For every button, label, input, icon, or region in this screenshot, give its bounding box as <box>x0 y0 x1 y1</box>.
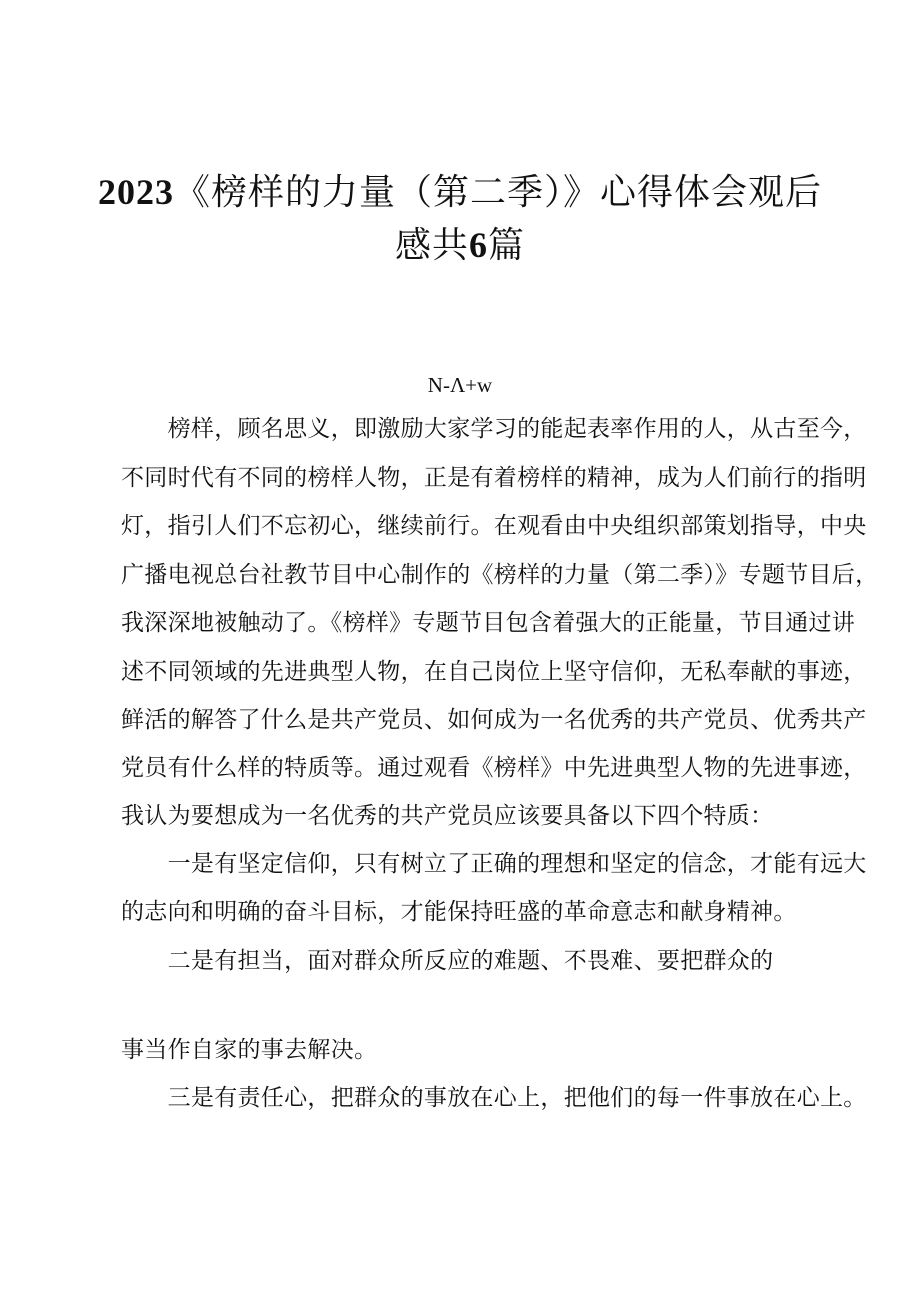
title-suffix: 篇 <box>488 225 526 266</box>
body-line: 述不同领域的先进典型人物，在自己岗位上坚守信仰，无私奉献的事迹， <box>121 659 867 685</box>
title-count: 6 <box>469 225 488 265</box>
body-line: 榜样，顾名思义，即激励大家学习的能起表率作用的人，从古至今， <box>121 416 867 442</box>
section-subheading: N-Λ+w <box>427 373 493 397</box>
document-title-line-1 <box>0 165 920 220</box>
body-line: 广播电视总台社教节目中心制作的《榜样的力量（第二季）》专题节目后， <box>121 562 879 588</box>
body-line: 我深深地被触动了。《榜样》专题节目包含着强大的正能量，节目通过讲 <box>121 610 856 636</box>
body-line: 二是有担当，面对群众所反应的难题、不畏难、要把群众的 <box>121 948 774 974</box>
body-line: 灯，指引人们不忘初心，继续前行。在观看由中央组织部策划指导，中央 <box>121 513 867 539</box>
title-year: 2023 <box>97 172 174 212</box>
body-line: 鲜活的解答了什么是共产党员、如何成为一名优秀的共产党员、优秀共产 <box>121 707 867 733</box>
title-prefix: 感共 <box>394 225 469 266</box>
title-text: 《榜样的力量（第二季）》心得体会观后 <box>173 172 822 213</box>
body-line: 我认为要想成为一名优秀的共产党员应该要具备以下四个特质： <box>121 803 774 829</box>
body-line: 不同时代有不同的榜样人物，正是有着榜样的精神，成为人们前行的指明 <box>121 465 867 491</box>
body-line: 一是有坚定信仰，只有树立了正确的理想和坚定的信念，才能有远大 <box>121 851 867 877</box>
body-line: 党员有什么样的特质等。通过观看《榜样》中先进典型人物的先进事迹， <box>121 755 867 781</box>
body-line: 的志向和明确的奋斗目标，才能保持旺盛的革命意志和献身精神。 <box>121 899 797 925</box>
body-line: 三是有责任心，把群众的事放在心上，把他们的每一件事放在心上。 <box>121 1085 867 1111</box>
document-title-line-2 <box>0 218 920 273</box>
body-line: 事当作自家的事去解决。 <box>121 1037 378 1063</box>
